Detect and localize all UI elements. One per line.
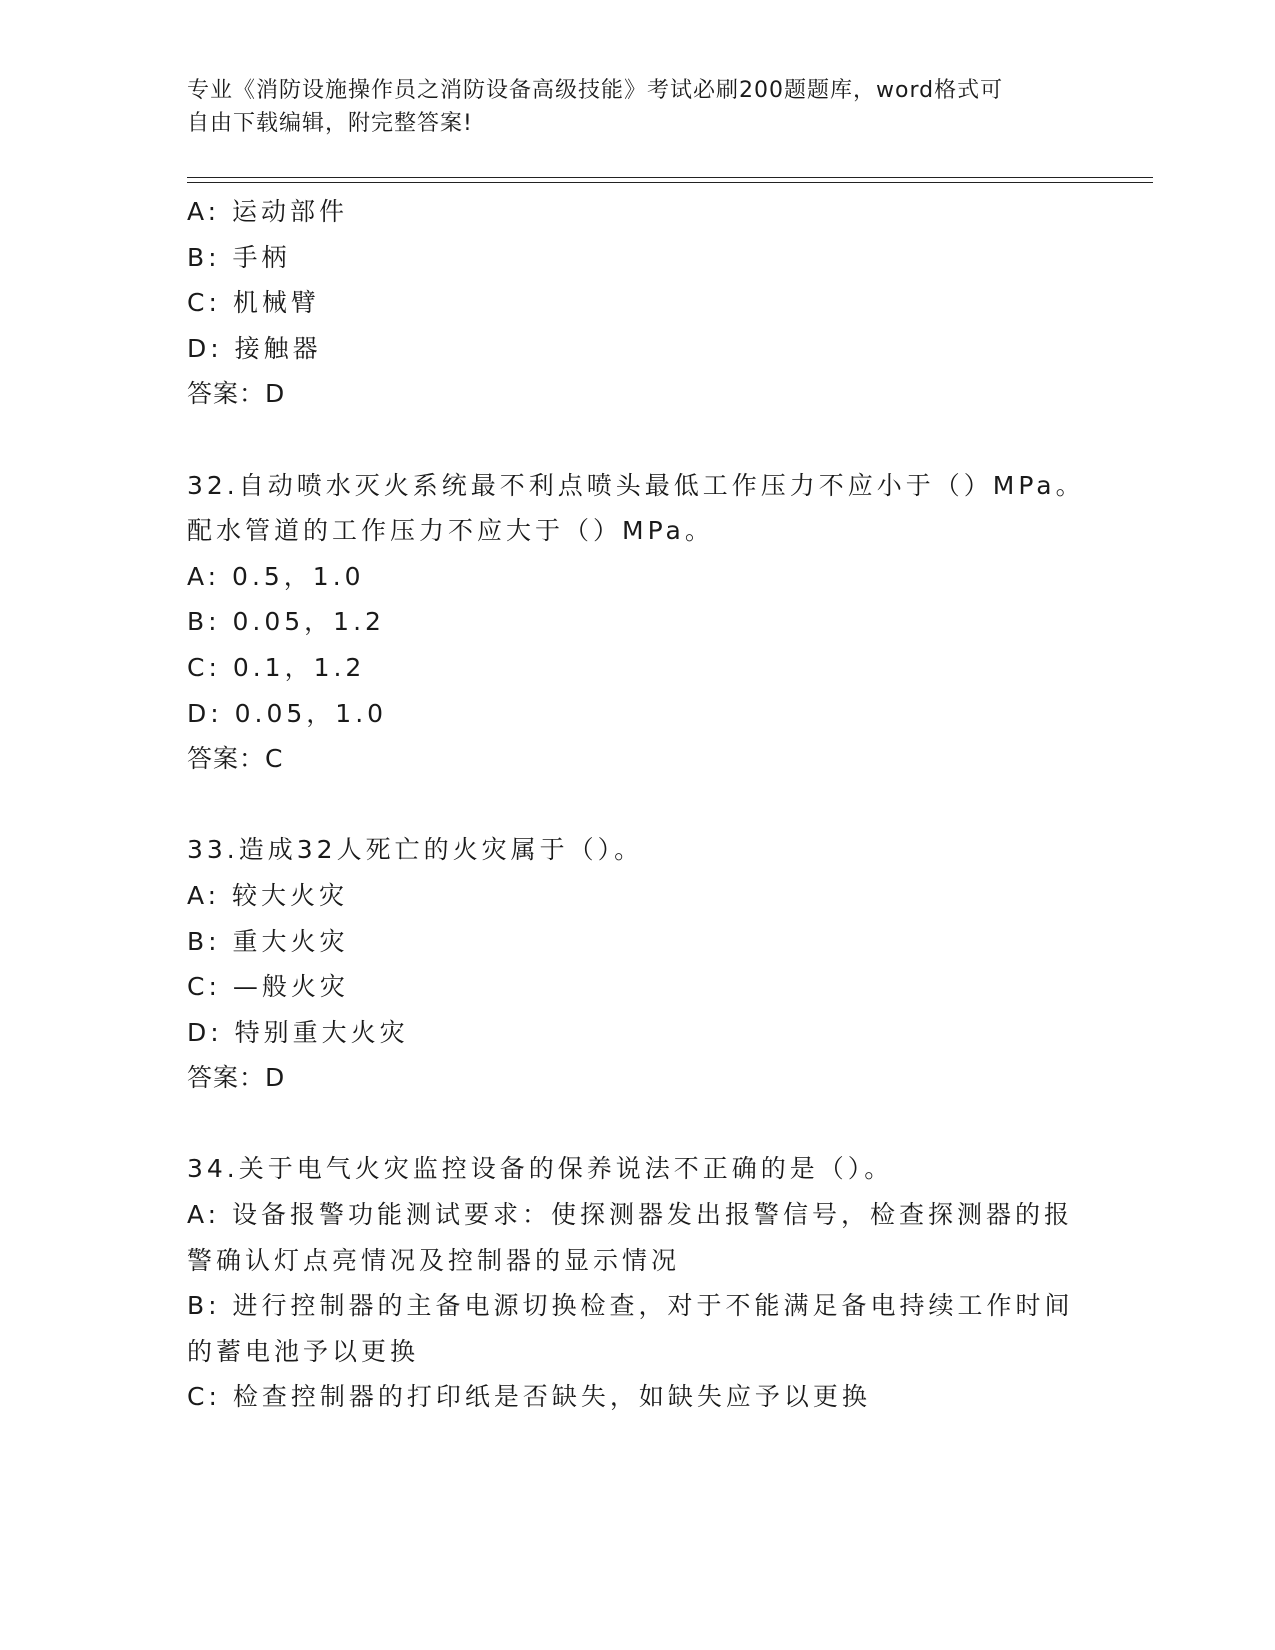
- question-list: [187, 189, 1087, 1420]
- option-d: D: 0.05，1.0: [187, 698, 388, 728]
- option-c: C: 检查控制器的打印纸是否缺失，如缺失应予以更换: [187, 1382, 871, 1412]
- option-a: A: 较大火灾: [187, 880, 349, 910]
- question-stem: 34.关于电气火灾监控设备的保养说法不正确的是（）。: [187, 1154, 894, 1184]
- question-stem-continued: 配水管道的工作压力不应大于（）MPa。: [187, 516, 714, 546]
- question-stem: 32.自动喷水灭火系统最不利点喷头最低工作压力不应小于（）MPa。: [187, 470, 1085, 500]
- question-spacer: [187, 782, 1087, 828]
- answer-line: 答案：D: [187, 1063, 286, 1093]
- question-32: [187, 463, 1087, 782]
- document-header: [187, 74, 1067, 140]
- header-line-2: 自由下载编辑，附完整答案!: [187, 111, 473, 136]
- header-divider-top: [187, 177, 1153, 178]
- option-a: A: 0.5，1.0: [187, 561, 365, 591]
- question-stem: 33.造成32人死亡的火灾属于（）。: [187, 835, 644, 865]
- answer-line: 答案：C: [187, 744, 284, 774]
- option-b: B: 进行控制器的主备电源切换检查，对于不能满足备电持续工作时间: [187, 1291, 1074, 1321]
- header-line-1: 专业《消防设施操作员之消防设备高级技能》考试必刷200题题库，word格式可: [187, 78, 1004, 103]
- answer-line: 答案：D: [187, 379, 286, 409]
- option-d: D: 接触器: [187, 333, 322, 363]
- option-d: D: 特别重大火灾: [187, 1017, 409, 1047]
- option-a-continued: 警确认灯点亮情况及控制器的显示情况: [187, 1245, 681, 1275]
- question-31: [187, 189, 1087, 417]
- option-c: C: 机械臂: [187, 288, 320, 318]
- option-b: B: 0.05，1.2: [187, 607, 385, 637]
- option-c: C: —般火灾: [187, 972, 349, 1002]
- question-33: [187, 827, 1087, 1101]
- option-b: B: 手柄: [187, 242, 291, 272]
- option-a: A: 运动部件: [187, 197, 349, 226]
- question-spacer: [187, 417, 1087, 463]
- option-c: C: 0.1，1.2: [187, 652, 366, 682]
- question-34: [187, 1146, 1087, 1420]
- question-spacer: [187, 1101, 1087, 1147]
- option-b-continued: 的蓄电池予以更换: [187, 1336, 420, 1366]
- option-b: B: 重大火灾: [187, 926, 349, 956]
- option-a: A: 设备报警功能测试要求：使探测器发出报警信号，检查探测器的报: [187, 1200, 1074, 1230]
- header-divider-bottom: [187, 182, 1153, 183]
